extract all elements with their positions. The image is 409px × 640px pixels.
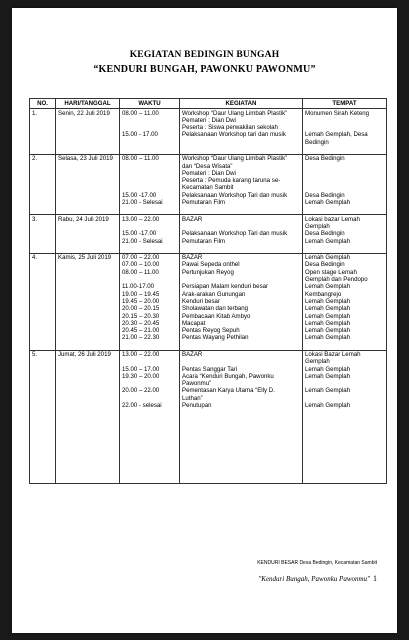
row-activity-cell <box>180 253 303 350</box>
place-line <box>305 417 384 424</box>
row-day: Kamis, 25 Juli 2019 <box>56 253 120 350</box>
footer-organizer: KENDURI BESAR Desa Bedingin, Kecamatan Sambit <box>257 560 377 566</box>
activity-line: Peserta : Siswa perwakilan sekolah <box>182 124 278 132</box>
time-line: 22.00 - selesai <box>122 402 162 410</box>
time-line <box>122 424 177 431</box>
time-line <box>122 206 177 213</box>
table-header-row <box>30 99 387 109</box>
place-line: Kembangrejo <box>305 290 342 298</box>
activity-line: Penutupan <box>182 402 212 410</box>
time-line <box>122 276 177 283</box>
activity-line <box>182 475 300 482</box>
activity-line: Pentas Reyog Sepuh <box>182 327 240 335</box>
header-activity: KEGIATAN <box>180 99 303 109</box>
row-time-cell <box>120 154 180 214</box>
activity-line: Acara “Kenduri Bungah, Pawonku <box>182 372 274 380</box>
time-line <box>122 475 177 482</box>
place-line: Lemah Gemplah <box>305 402 351 410</box>
activity-line: Pemateri : Dian Dwi <box>182 169 236 177</box>
schedule-body <box>30 109 387 484</box>
row-time-cell <box>120 109 180 155</box>
time-line <box>122 431 177 438</box>
footer-tagline-text: "Kenduri Bungah, Pawonku Pawonmu" <box>258 575 370 583</box>
activity-line: Luthan” <box>182 394 203 402</box>
row-time-cell <box>120 350 180 483</box>
activity-line: Pemutaran Film <box>182 199 226 207</box>
time-line: 11.00-17.00 <box>122 283 155 291</box>
time-line <box>122 446 177 453</box>
time-line <box>122 163 177 170</box>
place-line <box>305 163 384 170</box>
place-line: Desa Bedingin <box>305 191 345 199</box>
header-no: NO. <box>30 99 56 109</box>
time-line <box>122 453 177 460</box>
place-line <box>305 177 384 184</box>
time-line <box>122 358 177 365</box>
header-time: WAKTU <box>120 99 180 109</box>
place-line <box>305 342 384 349</box>
time-line: 07.00 – 22.00 <box>122 254 160 262</box>
time-line <box>122 409 177 416</box>
activity-line <box>182 146 300 153</box>
document-subtitle: “KENDURI BUNGAH, PAWONKU PAWONMU” <box>93 64 316 75</box>
place-line: Open stage Lemah <box>305 268 357 276</box>
row-day: Rabu, 24 Juli 2019 <box>56 215 120 253</box>
activity-line <box>182 342 300 349</box>
row-place-cell <box>303 253 387 350</box>
place-line <box>305 453 384 460</box>
table-row <box>30 154 387 214</box>
activity-line <box>182 446 300 453</box>
table-row <box>30 253 387 350</box>
row-number: 2. <box>30 154 56 214</box>
document-title: KEGIATAN BEDINGIN BUNGAH <box>129 50 280 60</box>
time-line: 08.00 – 11.00 <box>122 155 159 163</box>
time-line: 20.15 – 20.30 <box>122 312 160 320</box>
time-line: 07.00 – 10.00 <box>122 261 160 269</box>
place-line: Bedingin <box>305 138 329 146</box>
activity-line: Pembacaan Kitab Ambyo <box>182 312 251 320</box>
time-line: 21.00 - Selesai <box>122 199 163 207</box>
time-line <box>122 342 177 349</box>
place-line <box>305 245 384 252</box>
time-line: 15.00 - 17.00 <box>122 131 158 139</box>
place-line: Desa Bedingin <box>305 261 345 269</box>
place-line: Lemah Gemplah <box>305 372 351 380</box>
row-place-cell <box>303 350 387 483</box>
place-line <box>305 395 384 402</box>
row-number: 4. <box>30 253 56 350</box>
time-line: 20.30 – 20.45 <box>122 319 160 327</box>
place-line <box>305 446 384 453</box>
row-number: 3. <box>30 215 56 253</box>
place-line: Desa Bedingin <box>305 155 345 163</box>
activity-line <box>182 468 300 475</box>
time-line <box>122 177 177 184</box>
time-line: 15.00 – 17.00 <box>122 365 160 373</box>
place-line: Gemplah dan Pendopo <box>305 276 368 284</box>
table-row <box>30 350 387 483</box>
place-line: Gemplah <box>305 358 330 366</box>
time-line: 20.00 – 22.00 <box>122 387 160 395</box>
activity-line: Pawai Sepeda onthel <box>182 261 240 269</box>
time-line: 13.00 – 22.00 <box>122 215 160 223</box>
time-line <box>122 468 177 475</box>
activity-line <box>182 245 300 252</box>
activity-line: BAZAR <box>182 254 203 262</box>
row-place-cell <box>303 215 387 253</box>
place-line: Lemah Gemplah <box>305 305 351 313</box>
row-time-cell <box>120 215 180 253</box>
activity-line <box>182 460 300 467</box>
place-line: Desa Bedingin <box>305 230 345 238</box>
time-line <box>122 245 177 252</box>
place-line: Lemah Gemplah <box>305 199 351 207</box>
activity-line: Workshop “Daur Ulang Limbah Plastik” <box>182 155 288 163</box>
place-line: Lemah Gemplah <box>305 312 351 320</box>
place-line <box>305 439 384 446</box>
place-line: Monumen Sirah Keteng <box>305 109 370 117</box>
activity-line: Persiapan Malam kenduri besar <box>182 283 269 291</box>
row-number: 5. <box>30 350 56 483</box>
place-line <box>305 424 384 431</box>
row-activity-cell <box>180 109 303 155</box>
time-line: 15.00 -17.00 <box>122 191 157 199</box>
activity-line: Pentas Wayang Pethilan <box>182 334 249 342</box>
time-line <box>122 117 177 124</box>
time-line <box>122 139 177 146</box>
row-activity-cell <box>180 350 303 483</box>
place-line: Lokasi Bazar Lemah <box>305 351 361 358</box>
time-line <box>122 395 177 402</box>
row-day: Selasa, 23 Juli 2019 <box>56 154 120 214</box>
place-line <box>305 409 384 416</box>
activity-line: Kenduri besar <box>182 297 220 305</box>
time-line: 15.00 -17.00 <box>122 230 157 238</box>
time-line: 20.45 – 21.00 <box>122 327 160 335</box>
table-row <box>30 109 387 155</box>
place-line <box>305 460 384 467</box>
activity-line: Pentas Sanggar Tari <box>182 365 238 373</box>
time-line <box>122 184 177 191</box>
time-line: 19.30 – 20.00 <box>122 372 160 380</box>
place-line: Lemah Gemplah <box>305 319 351 327</box>
time-line <box>122 417 177 424</box>
place-line: Lemah Gemplah <box>305 387 351 395</box>
time-line: 21.00 – 22.30 <box>122 334 160 342</box>
activity-line: Pertunjukan Reyog <box>182 268 234 276</box>
place-line <box>305 117 384 124</box>
place-line <box>305 468 384 475</box>
activity-line <box>182 139 300 146</box>
time-line <box>122 380 177 387</box>
row-number: 1. <box>30 109 56 155</box>
activity-line <box>182 424 300 431</box>
footer-tagline <box>258 574 377 583</box>
activity-line <box>182 206 300 213</box>
row-place-cell <box>303 109 387 155</box>
activity-line: Macapat <box>182 319 206 327</box>
place-line: Lemah Gemplah <box>305 297 351 305</box>
activity-line <box>182 358 300 365</box>
activity-line <box>182 431 300 438</box>
schedule-table <box>29 98 387 484</box>
time-line: 19.00 – 19.45 <box>122 290 160 298</box>
activity-line: dan “Desa Wisata” <box>182 162 233 170</box>
place-line <box>305 146 384 153</box>
row-day: Jumat, 26 Juli 2019 <box>56 350 120 483</box>
activity-line: Workshop “Daur Ulang Limbah Plastik” <box>182 109 288 117</box>
place-line: Lemah Gemplah <box>305 254 351 262</box>
activity-line: Peserta : Pemuda karang taruna se- <box>182 177 281 185</box>
place-line <box>305 170 384 177</box>
time-line <box>122 124 177 131</box>
time-line: 08.00 – 11.00 <box>122 109 159 117</box>
place-line <box>305 184 384 191</box>
activity-line: Pementasan Karya Utama “Elly D. <box>182 387 275 395</box>
activity-line <box>182 223 300 230</box>
activity-line <box>182 453 300 460</box>
place-line: Lokasi bazar Lemah <box>305 215 360 223</box>
time-line: 21.00 - Selesai <box>122 237 163 245</box>
activity-line <box>182 439 300 446</box>
time-line <box>122 170 177 177</box>
activity-line: Kecamatan Sambit <box>182 184 234 192</box>
place-line <box>305 380 384 387</box>
activity-line: Pawonmu” <box>182 380 212 388</box>
activity-line: Pemateri : Dian Dwi <box>182 116 236 124</box>
activity-line: BAZAR <box>182 351 203 358</box>
place-line: Lemah Gemplah <box>305 365 351 373</box>
header-day: HARI/TANGGAL <box>56 99 120 109</box>
row-place-cell <box>303 154 387 214</box>
table-row <box>30 215 387 253</box>
activity-line: BAZAR <box>182 215 203 223</box>
activity-line <box>182 276 300 283</box>
row-activity-cell <box>180 215 303 253</box>
row-time-cell <box>120 253 180 350</box>
activity-line <box>182 417 300 424</box>
place-line <box>305 206 384 213</box>
place-line: Gemplah <box>305 222 330 230</box>
place-line: Lemah Gemplah <box>305 237 351 245</box>
header-place: TEMPAT <box>303 99 387 109</box>
activity-line: Pemutaran Film <box>182 237 226 245</box>
time-line: 13.00 – 22.00 <box>122 351 160 358</box>
time-line <box>122 460 177 467</box>
page-number: 1 <box>373 574 377 583</box>
activity-line <box>182 409 300 416</box>
place-line <box>305 475 384 482</box>
document-page <box>12 8 397 633</box>
activity-line: Sholawatan dan terbang <box>182 305 249 313</box>
activity-line: Arak-arakan Gunungan <box>182 290 246 298</box>
place-line: Lemah Gemplah <box>305 334 351 342</box>
place-line <box>305 124 384 131</box>
activity-line: Pelaksanaan Workshop tari dan musik <box>182 131 286 139</box>
time-line <box>122 223 177 230</box>
time-line: 08.00 – 11.00 <box>122 268 159 276</box>
row-day: Senin, 22 Juli 2019 <box>56 109 120 155</box>
time-line <box>122 439 177 446</box>
place-line: Lemah Gemplah, Desa <box>305 131 368 139</box>
place-line: Lemah Gemplah <box>305 327 351 335</box>
activity-line: Pelaksanaan Workshop Tari dan musik <box>182 191 288 199</box>
place-line <box>305 431 384 438</box>
time-line: 20.00 – 20.15 <box>122 305 160 313</box>
place-line: Lemah Gemplah <box>305 283 351 291</box>
activity-line: Pelaksanaan Workshop Tari dan musik <box>182 230 288 238</box>
time-line: 19.45 – 20.00 <box>122 297 160 305</box>
time-line <box>122 146 177 153</box>
row-activity-cell <box>180 154 303 214</box>
